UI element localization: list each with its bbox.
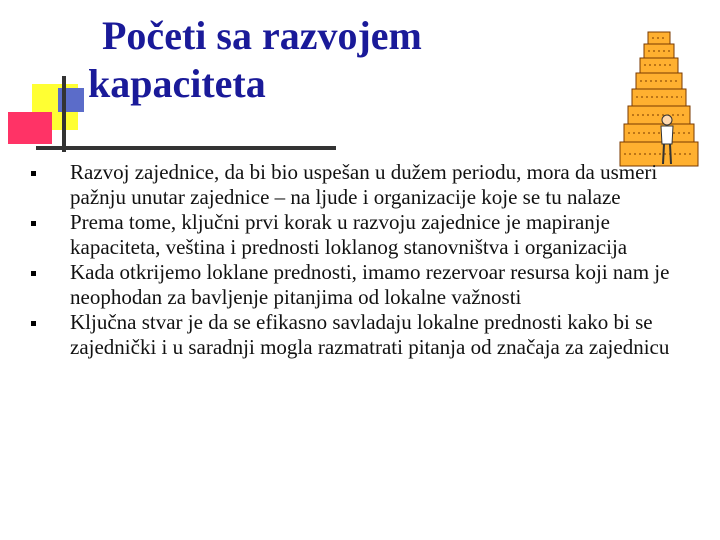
bullet-marker — [31, 271, 36, 276]
slide-title-line-1: Početi sa razvojem — [102, 13, 422, 58]
bullet-marker — [31, 221, 36, 226]
list-item — [28, 310, 688, 359]
stacked-tower-illustration — [614, 30, 704, 170]
bullet-text: Ključna stvar je da se efikasno savladaju lokalne prednosti kako bi se zajednički i u saradnji mogla razmatrati pitanja od značaja za zajednicu — [70, 310, 670, 359]
slide-title — [88, 12, 588, 108]
decor-red-square — [8, 112, 52, 144]
list-item — [28, 210, 688, 259]
bullet-marker — [31, 321, 36, 326]
list-item — [28, 160, 688, 209]
bullet-list — [28, 160, 688, 359]
bullet-text: Razvoj zajednice, da bi bio uspešan u dužem periodu, mora da usmeri pažnju unutar zajednice – na ljude i organizacije koje se tu nalaze — [70, 160, 658, 209]
slide-title-line-2: kapaciteta — [88, 61, 266, 106]
bullet-text: Prema tome, ključni prvi korak u razvoju zajednice je mapiranje kapaciteta, veština i prednosti loklanog stanovništva i organizacija — [70, 210, 628, 259]
list-item — [28, 260, 688, 309]
bullet-text: Kada otkrijemo loklane prednosti, imamo rezervoar resursa koji nam je neophodan za bavljenje pitanjima od lokalne važnosti — [70, 260, 670, 309]
bullet-marker — [31, 171, 36, 176]
decor-vertical-line — [62, 76, 66, 152]
decor-horizontal-line — [36, 146, 336, 150]
